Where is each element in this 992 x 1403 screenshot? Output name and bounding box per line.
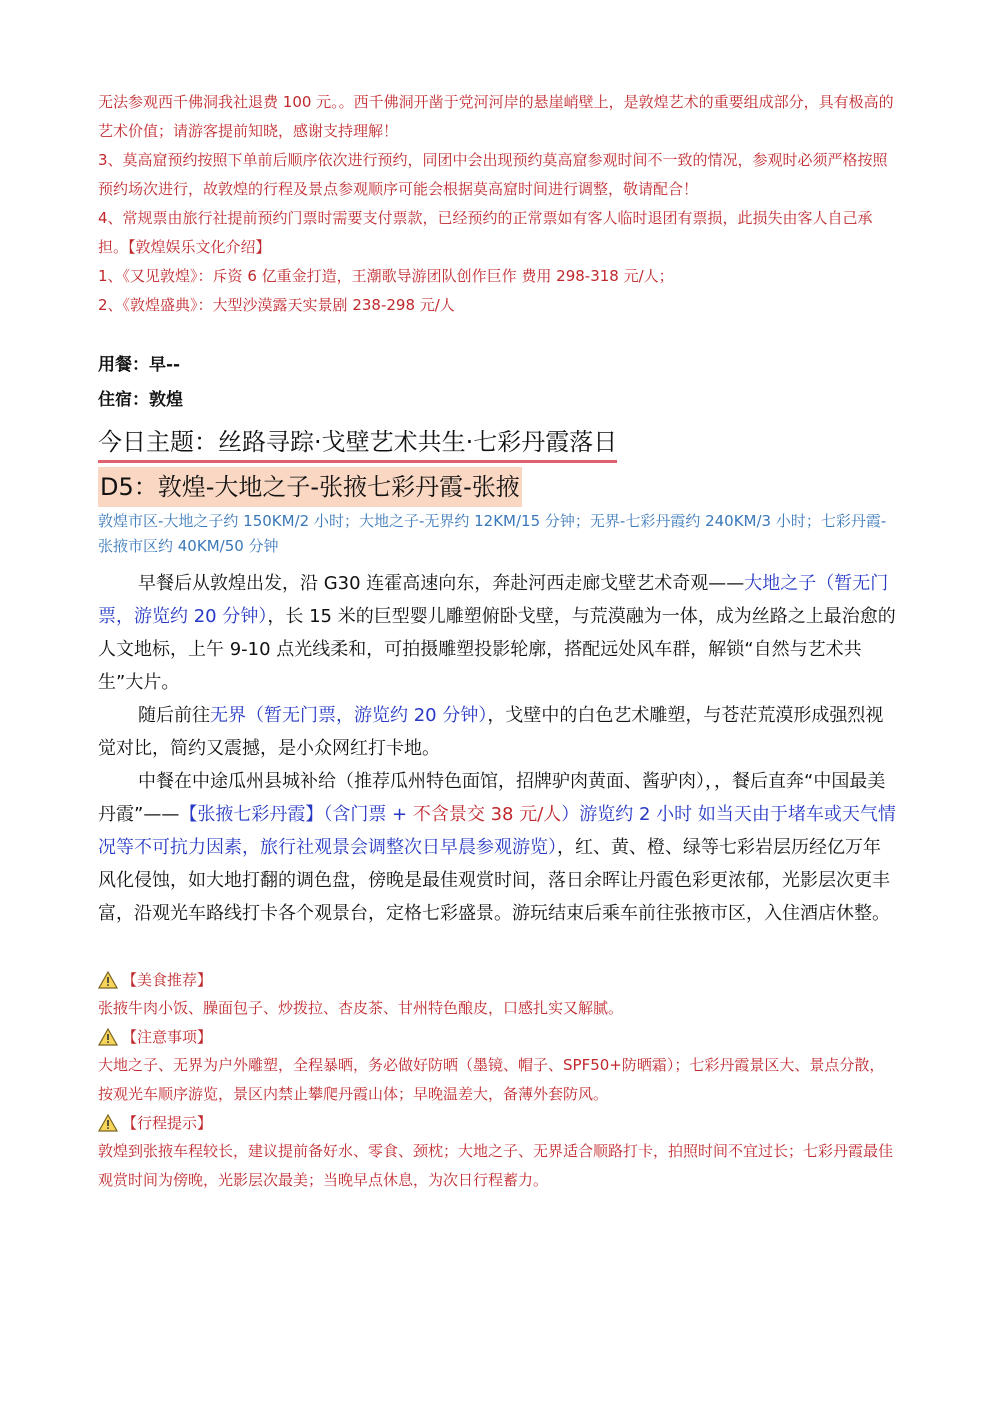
highlight-dadizhizi: 大地之子（暂无门票，游览约 20 分钟） xyxy=(98,573,889,627)
tip-heading: 【美食推荐】 xyxy=(98,966,898,994)
warning-icon xyxy=(98,1028,118,1046)
warning-icon xyxy=(98,971,118,989)
meal-info: 用餐：早-- xyxy=(98,355,181,375)
paragraph-wujie: 随后前往无界（暂无门票，游览约 20 分钟），戈壁中的白色艺术雕塑，与苍茫荒漠形成强烈视觉对比，简约又震撼，是小众网红打卡地。 xyxy=(98,705,884,759)
highlight-wujie: 无界（暂无门票，游览约 20 分钟） xyxy=(210,705,488,726)
warning-icon xyxy=(98,1114,118,1132)
route-info: 敦煌市区-大地之子约 150KM/2 小时；大地之子-无界约 12KM/15 分钟；无界-七彩丹霞约 240KM/3 小时；七彩丹霞-张掖市区约 40KM/50 分钟 xyxy=(98,512,887,555)
document-page xyxy=(98,88,898,1195)
tip-heading: 【注意事项】 xyxy=(98,1023,898,1051)
note-line: 无法参观西千佛洞我社退费 100 元。。西千佛洞开凿于党河河岸的悬崖峭壁上，是敦煌艺术的重要组成部分，具有极高的艺术价值；请游客提前知晓，感谢支持理解！ xyxy=(98,93,894,140)
theme-title: 今日主题：丝路寻踪·戈壁艺术共生·七彩丹霞落日 xyxy=(98,424,617,463)
note-line: 1、《又见敦煌》：斥资 6 亿重金打造，王潮歌导游团队创作巨作 费用 298-318 元/人； xyxy=(98,267,674,285)
note-line: 3、莫高窟预约按照下单前后顺序依次进行预约，同团中会出现预约莫高窟参观时间不一致的情况，参观时必须严格按照预约场次进行，故敦煌的行程及景点参观顺序可能会根据莫高窟时间进行调整，敬请配合！ xyxy=(98,151,888,198)
tip-text: 张掖牛肉小饭、臊面包子、炒拨拉、杏皮茶、甘州特色酿皮，口感扎实又解腻。 xyxy=(98,999,624,1017)
paragraph-danxia: 中餐在中途瓜州县城补给（推荐瓜州特色面馆，招牌驴肉黄面、酱驴肉），，餐后直奔“中国最美丹霞”——【张掖七彩丹霞】（含门票 + 不含景交 38 元/人）游览约 2 小时 如当天由于堵车或天气情况等不可抗力因素，旅行社观景会调整次日早晨参观游览），红、黄、橙、绿等七彩岩层历经亿万年风化侵蚀，如大地打翻的调色盘，傍晚是最佳观赏时间，落日余晖让丹霞色彩更浓郁，光影层次更丰富，沿观光车路线打卡各个观景台，定格七彩盛景。游玩结束后乘车前往张掖市区，入住酒店休整。 xyxy=(98,771,896,924)
tip-text: 大地之子、无界为户外雕塑，全程暴晒，务必做好防晒（墨镜、帽子、SPF50+防晒霜）；七彩丹霞景区大、景点分散，按观光车顺序游览，景区内禁止攀爬丹霞山体；早晚温差大，备薄外套防风。 xyxy=(98,1056,885,1103)
note-line: 4、常规票由旅行社提前预约门票时需要支付票款，已经预约的正常票如有客人临时退团有票损，此损失由客人自己承担。【敦煌娱乐文化介绍】 xyxy=(98,209,873,256)
tip-heading: 【行程提示】 xyxy=(98,1109,898,1137)
highlight-danxia-notice: ）游览约 2 小时 如当天由于堵车或天气情况等不可抗力因素，旅行社观景会调整次日早晨参观游览） xyxy=(98,804,896,858)
highlight-danxia: 【张掖七彩丹霞】（含门票 + xyxy=(179,804,413,825)
stay-info: 住宿：敦煌 xyxy=(98,390,183,410)
highlight-price: 不含景交 38 元/人 xyxy=(412,804,562,825)
note-line: 2、《敦煌盛典》：大型沙漠露天实景剧 238-298 元/人 xyxy=(98,296,455,314)
paragraph-dadizhizi: 早餐后从敦煌出发，沿 G30 连霍高速向东，奔赴河西走廊戈壁艺术奇观——大地之子（暂无门票，游览约 20 分钟），长 15 米的巨型婴儿雕塑俯卧戈壁，与荒漠融为一体，成为丝路之上最治愈的人文地标，上午 9-10 点光线柔和，可拍摄雕塑投影轮廓，搭配远处风车群，解锁“自然与艺术共生”大片。 xyxy=(98,573,896,693)
day-title: D5：敦煌-大地之子-张掖七彩丹霞-张掖 xyxy=(98,467,522,507)
notes-section xyxy=(98,88,898,320)
tips-section xyxy=(98,966,898,1195)
tip-text: 敦煌到张掖车程较长，建议提前备好水、零食、颈枕；大地之子、无界适合顺路打卡，拍照时间不宜过长；七彩丹霞最佳观赏时间为傍晚，光影层次最美；当晚早点休息，为次日行程蓄力。 xyxy=(98,1142,894,1189)
